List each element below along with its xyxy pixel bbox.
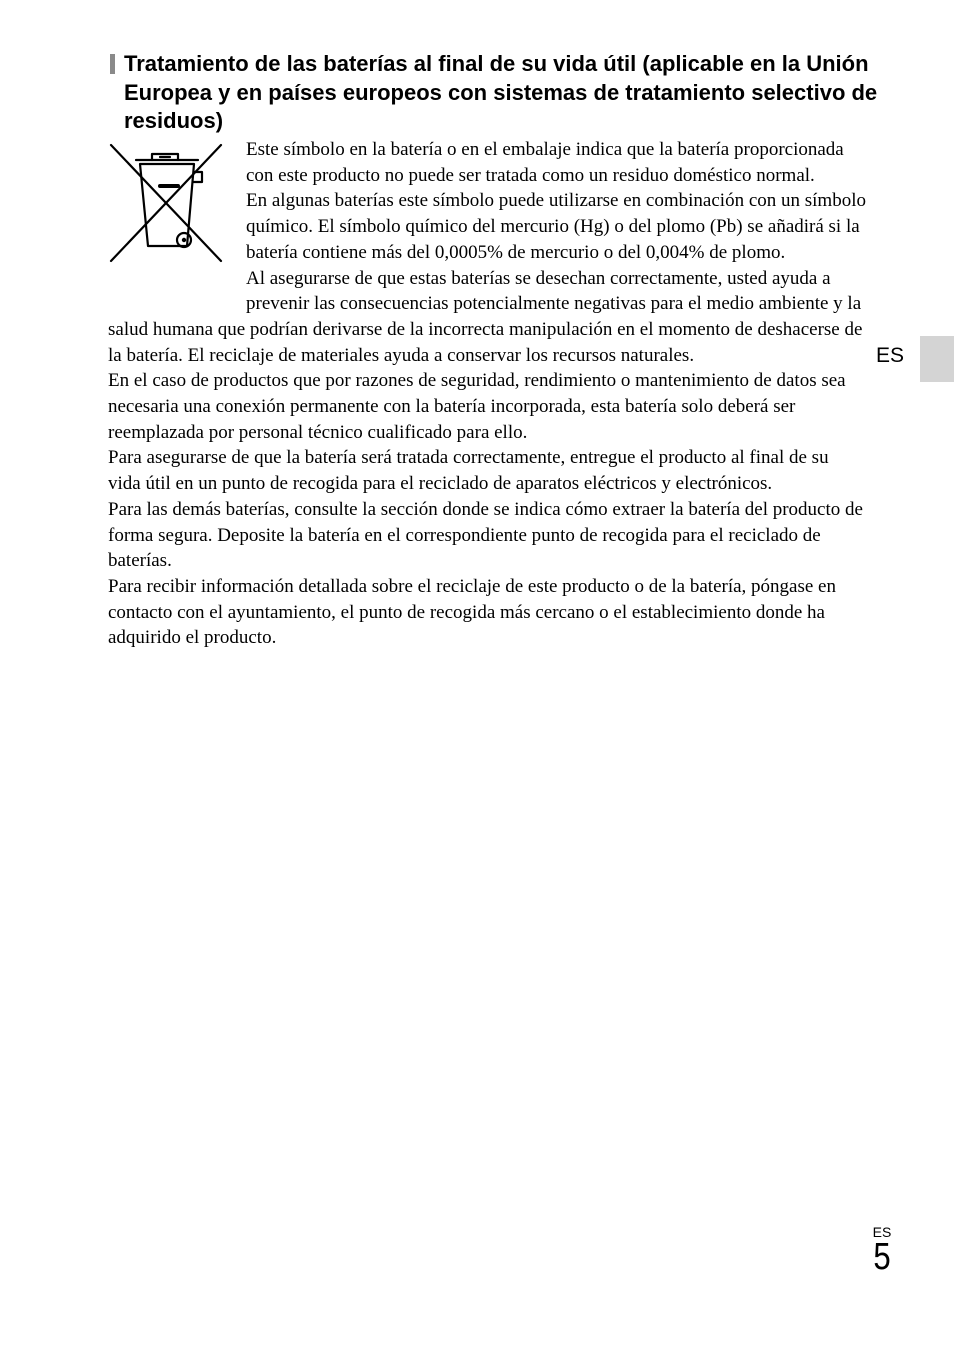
language-tab-label: ES — [875, 344, 904, 367]
paragraph: Para las demás baterías, consulte la sección donde se indica cómo extraer la batería del producto de forma segura. Deposite la batería en el correspondiente punto de recogida para el reciclado de baterías. — [108, 498, 863, 572]
language-tab — [920, 336, 954, 382]
paragraph: En el caso de productos que por razones de seguridad, rendimiento o mantenimiento de datos sea necesaria una conexión permanente con la batería incorporada, esta batería solo deberá ser reemplazada por personal técnico cualificado para ello. — [108, 370, 846, 443]
page-number: 5 — [873, 1236, 891, 1278]
paragraph: Este símbolo en la batería o en el embalaje indica que la batería proporcionada con este producto no puede ser tratada como un residuo doméstico normal. — [246, 139, 844, 186]
section-body — [108, 137, 866, 651]
paragraph: Para recibir información detallada sobre el reciclaje de este producto o de la batería, póngase en contacto con el ayuntamiento, el punto de recogida más cercano o el establecimiento donde ha adquirido el producto. — [108, 575, 836, 649]
footer-language: ES — [872, 1224, 892, 1240]
section-heading: Tratamiento de las baterías al final de su vida útil (aplicable en la Unión Europea y en países europeos con sistemas de tratamiento selectivo de residuos) — [124, 51, 878, 133]
paragraph: Para asegurarse de que la batería será tratada correctamente, entregue el producto al final de su vida útil en un punto de recogida para el reciclado de aparatos eléctricos y electrónicos. — [108, 447, 829, 495]
paragraph: En algunas baterías este símbolo puede utilizarse en combinación con un símbolo químico. El símbolo químico del mercurio (Hg) o del plomo (Pb) se añadirá si la batería contiene más del 0,0005% de mercurio o del 0,004% de plomo. — [246, 190, 866, 263]
icon-spacer — [108, 137, 246, 301]
paragraph: Al asegurarse de que estas baterías se desechan correctamente, usted ayuda a prevenir las consecuencias potencialmente negativas para el medio ambiente y la salud humana que podrían derivarse de la incorrecta manipulación en el momento de deshacerse de la batería. El reciclaje de materiales ayuda a conservar los recursos naturales. — [108, 267, 863, 366]
